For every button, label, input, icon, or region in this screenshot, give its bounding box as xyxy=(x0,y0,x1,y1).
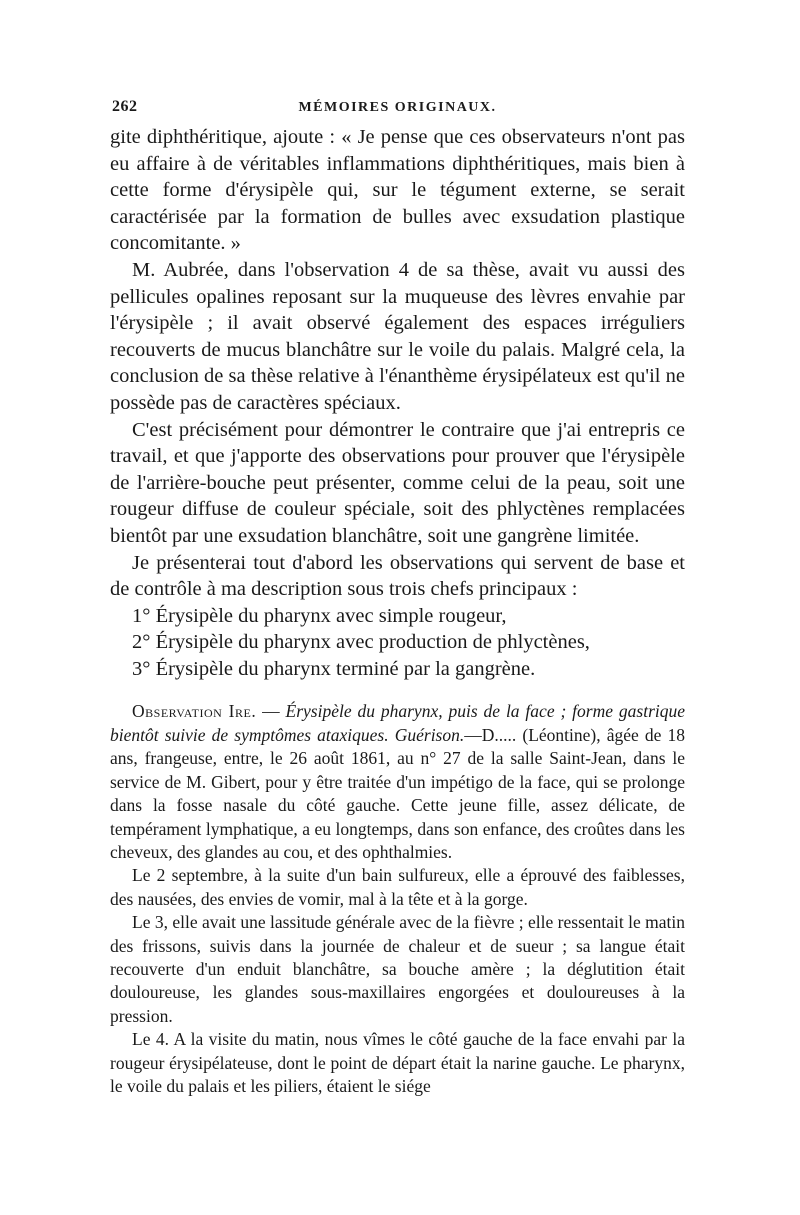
page-header xyxy=(110,98,685,124)
list-item: 1° Érysipèle du pharynx avec simple rougeur, xyxy=(132,604,507,627)
paragraph: C'est précisément pour démontrer le contraire que j'ai entrepris ce travail, et que j'apporte des observations pour prouver que l'érysipèle de l'arrière-bouche peut présenter, comme celui de la peau, soit une rougeur diffuse de couleur spéciale, soit des phlyctènes remplacées bientôt par une exsudation blanchâtre, soit une gangrène limitée. xyxy=(110,418,685,547)
list-item: 3° Érysipèle du pharynx terminé par la gangrène. xyxy=(132,657,536,680)
list-item: 2° Érysipèle du pharynx avec production de phlyctènes, xyxy=(132,631,590,654)
running-head: MÉMOIRES ORIGINAUX. xyxy=(298,100,497,115)
page xyxy=(110,98,685,1098)
paragraph: Le 3, elle avait une lassitude générale avec de la fièvre ; elle ressentait le matin des frissons, suivis dans la journée de chaleur et de sueur ; sa langue était recouverte d'un enduit blanchâtre, sa bouche amère ; la déglutition était douloureuse, les glandes sous-maxillaires engorgées et douloureuses à la pression. xyxy=(110,912,685,1026)
main-text xyxy=(110,124,685,682)
observation-intro-text: —D..... (Léontine), âgée de 18 ans, frangeuse, entre, le 26 août 1861, au n° 27 de la salle Saint-Jean, dans le service de M. Gibert, pour y être traitée d'un impétigo de la face, qui se prolonge dans la fosse nasale du côté gauche. Cette jeune fille, assez délicate, de tempérament lymphatique, a eu longtemps, dans son enfance, des croûtes dans les cheveux, des glandes au cou, et des ophthalmies. xyxy=(110,724,685,862)
observation-dash: — xyxy=(256,701,286,722)
category-list xyxy=(110,603,685,683)
observation-block xyxy=(110,700,685,1098)
paragraph: Le 2 septembre, à la suite d'un bain sulfureux, elle a éprouvé des faiblesses, des nausées, des envies de vomir, mal à la tête et à la gorge. xyxy=(110,865,685,909)
observation-intro xyxy=(110,700,685,864)
paragraph: gite diphthéritique, ajoute : « Je pense que ces observateurs n'ont pas eu affaire à de véritables inflammations diphthéritiques, mais bien à cette forme d'érysipèle qui, sur le tégument externe, se serait caractérisée par la formation de bulles avec exsudation plastique concomitante. » xyxy=(110,126,685,255)
paragraph: Je présenterai tout d'abord les observations qui servent de base et de contrôle à ma description sous trois chefs principaux : xyxy=(110,551,685,601)
observation-title: Érysipèle du pharynx, puis de la face ; forme gastrique bientôt suivie de symptômes ataxiques. Guérison. xyxy=(110,701,686,745)
observation-label: Observation Ire. xyxy=(132,701,257,722)
paragraph: Le 4. A la visite du matin, nous vîmes le côté gauche de la face envahi par la rougeur érysipélateuse, dont le point de départ était la narine gauche. Le pharynx, le voile du palais et les piliers, étaient le siége xyxy=(110,1029,685,1096)
page-number: 262 xyxy=(112,98,138,115)
paragraph: M. Aubrée, dans l'observation 4 de sa thèse, avait vu aussi des pellicules opalines reposant sur la muqueuse des lèvres envahie par l'érysipèle ; il avait observé également des espaces irréguliers recouverts de mucus blanchâtre sur le voile du palais. Malgré cela, la conclusion de sa thèse relative à l'énanthème érysipélateux est qu'il ne possède pas de caractères spéciaux. xyxy=(110,258,685,414)
